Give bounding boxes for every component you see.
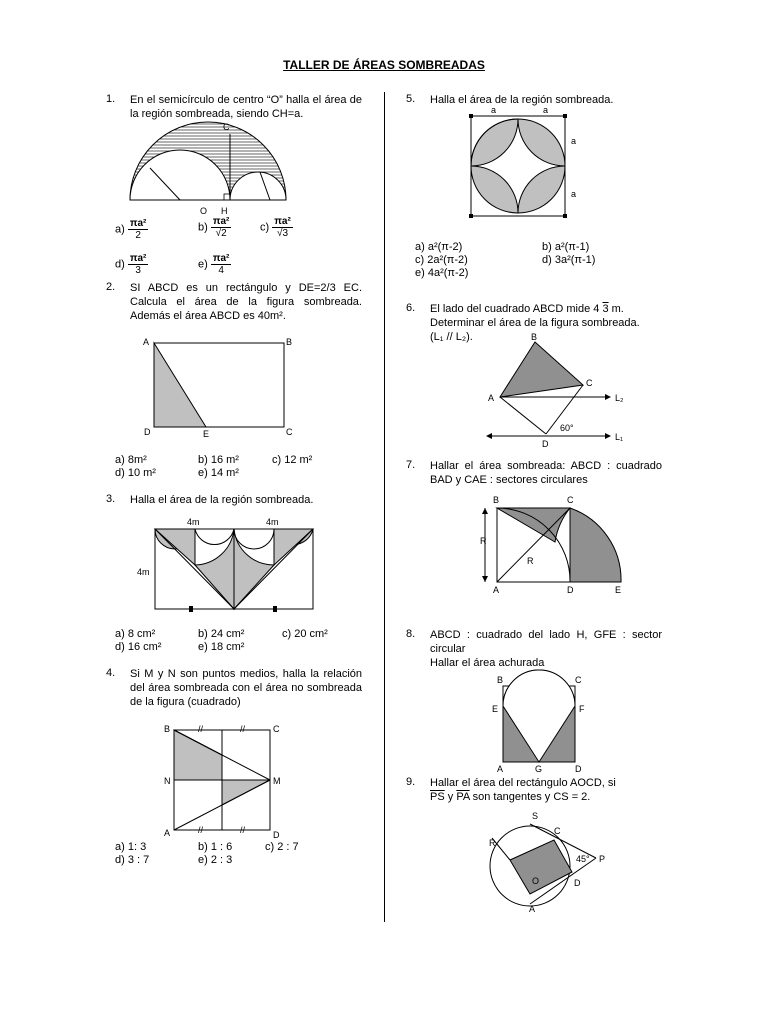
p4-option-d: d) 3 : 7 xyxy=(115,854,150,866)
svg-text://: // xyxy=(240,825,246,835)
svg-text:A: A xyxy=(164,828,171,838)
problem-1-number: 1. xyxy=(106,93,116,105)
svg-text:a: a xyxy=(571,189,577,199)
problem-1-text: En el semicírculo de centro “O” halla el área de la región sombreada, siendo CH=a. xyxy=(130,94,362,120)
svg-text:B: B xyxy=(493,495,500,505)
svg-text:A: A xyxy=(497,764,504,774)
problem-1-figure xyxy=(120,120,300,220)
problem-6-number: 6. xyxy=(406,302,416,314)
problem-2-figure xyxy=(140,335,300,440)
svg-text:A: A xyxy=(488,393,495,403)
svg-text:B: B xyxy=(164,724,171,734)
p3-option-d: d) 16 cm² xyxy=(115,641,162,653)
svg-text:N: N xyxy=(164,776,171,786)
p4-option-b: b) 1 : 6 xyxy=(198,841,233,853)
svg-text:P: P xyxy=(599,854,606,864)
problem-2-number: 2. xyxy=(106,281,116,293)
svg-text:D: D xyxy=(574,878,581,888)
problem-9-number: 9. xyxy=(406,776,416,788)
svg-text:a: a xyxy=(571,136,577,146)
p5-option-a: a) a²(π-2) xyxy=(415,241,463,253)
svg-text:60°: 60° xyxy=(560,423,574,433)
svg-text:E: E xyxy=(203,429,210,439)
problem-8-figure xyxy=(485,672,595,777)
svg-text:D: D xyxy=(144,427,151,437)
svg-text:C: C xyxy=(586,378,593,388)
p5-option-c: c) 2a²(π-2) xyxy=(415,254,468,266)
problem-8-text: ABCD : cuadrado del lado H, GFE : sector circular Hallar el área achurada xyxy=(430,629,662,669)
problem-7-figure xyxy=(475,492,635,597)
problem-5-number: 5. xyxy=(406,93,416,105)
svg-text:O: O xyxy=(532,876,540,886)
p2-option-a: a) 8m² xyxy=(115,454,147,466)
svg-text:a: a xyxy=(491,105,497,115)
p2-option-b: b) 16 m² xyxy=(198,454,239,466)
p5-option-d: d) 3a²(π-1) xyxy=(542,254,596,266)
svg-text:E: E xyxy=(615,585,622,595)
problem-4-number: 4. xyxy=(106,667,116,679)
problem-6-figure xyxy=(480,330,630,450)
svg-text:A: A xyxy=(143,337,150,347)
svg-text:R: R xyxy=(480,536,487,546)
svg-text:G: G xyxy=(535,764,543,774)
problem-4-figure xyxy=(160,722,290,842)
svg-text:45°: 45° xyxy=(576,854,590,864)
p1-label-h: H xyxy=(221,206,228,216)
p1-option-a: a) $\frac{\text{πa²}}{2}$ xyxy=(115,218,147,241)
svg-text:D: D xyxy=(273,830,280,840)
svg-text:F: F xyxy=(579,704,585,714)
p1-option-e: e) $\frac{\text{πa²}}{4}$ xyxy=(198,253,230,276)
svg-text:4m: 4m xyxy=(187,517,200,527)
svg-text://: // xyxy=(240,724,246,734)
svg-text:B: B xyxy=(531,332,538,342)
problem-5-text: Halla el área de la región sombreada. xyxy=(430,94,614,106)
p3-option-c: c) 20 cm² xyxy=(282,628,328,640)
problem-3-text: Halla el área de la región sombreada. xyxy=(130,494,314,506)
svg-text:M: M xyxy=(273,776,281,786)
svg-text:C: C xyxy=(575,675,582,685)
problem-9-figure xyxy=(462,810,622,915)
svg-text:B: B xyxy=(286,337,293,347)
problem-2-text: SI ABCD es un rectángulo y DE=2/3 EC. Calcula el área de la figura sombreada. Además el área ABCD es 40m². xyxy=(130,282,362,322)
svg-text:A: A xyxy=(493,585,500,595)
problem-6-text: El lado del cuadrado ABCD mide 4 3 m. Determinar el área de la figura sombreada. (L₁ // L₂). xyxy=(430,303,640,343)
column-divider xyxy=(384,92,385,922)
svg-text:C: C xyxy=(554,826,561,836)
svg-text:C: C xyxy=(567,495,574,505)
p2-option-d: d) 10 m² xyxy=(115,467,156,479)
problem-7-number: 7. xyxy=(406,459,416,471)
svg-text:C: C xyxy=(286,427,293,437)
p1-option-d: d) $\frac{\text{πa²}}{3}$ xyxy=(115,253,147,276)
svg-text:R: R xyxy=(527,556,534,566)
p4-option-c: c) 2 : 7 xyxy=(265,841,299,853)
problem-3-number: 3. xyxy=(106,493,116,505)
p1-option-c: c) $\frac{\text{πa²}}{√3}$ xyxy=(260,216,291,239)
svg-text:a: a xyxy=(543,105,549,115)
svg-text:C: C xyxy=(273,724,280,734)
p3-option-b: b) 24 cm² xyxy=(198,628,245,640)
svg-text:L₂: L₂ xyxy=(615,393,624,403)
p1-option-b: b) $\frac{\text{πa²}}{√2}$ xyxy=(198,216,230,239)
svg-text:E: E xyxy=(492,704,499,714)
svg-text:L₁: L₁ xyxy=(615,432,624,442)
problem-9-text: Hallar el área del rectángulo AOCD, si $\overline{PS}$ y $\overline{PA}$ son tangentes y CS = 2. xyxy=(430,777,616,803)
svg-text:A: A xyxy=(529,904,536,914)
problem-3-figure xyxy=(135,515,320,615)
svg-text:D: D xyxy=(542,439,549,449)
problem-5-figure xyxy=(465,104,585,224)
svg-text:D: D xyxy=(575,764,582,774)
svg-text:D: D xyxy=(567,585,574,595)
p5-option-b: b) a²(π-1) xyxy=(542,241,590,253)
problem-7-text: Hallar el área sombreada: ABCD : cuadrado BAD y CAE : sectores circulares xyxy=(430,460,662,486)
p1-label-c: C xyxy=(223,122,230,132)
p1-label-o: O xyxy=(200,206,208,216)
p5-option-e: e) 4a²(π-2) xyxy=(415,267,469,279)
svg-text://: // xyxy=(198,825,204,835)
problem-8-number: 8. xyxy=(406,628,416,640)
p3-option-e: e) 18 cm² xyxy=(198,641,245,653)
page-title: TALLER DE ÁREAS SOMBREADAS xyxy=(283,58,485,72)
p2-option-c: c) 12 m² xyxy=(272,454,313,466)
p3-option-a: a) 8 cm² xyxy=(115,628,156,640)
svg-text://: // xyxy=(198,724,204,734)
svg-text:B: B xyxy=(497,675,504,685)
svg-text:R: R xyxy=(489,838,496,848)
svg-text:S: S xyxy=(532,811,539,821)
p4-option-a: a) 1: 3 xyxy=(115,841,147,853)
problem-4-text: Si M y N son puntos medios, halla la relación del área sombreada con el área no sombreada de la figura (cuadrado) xyxy=(130,668,362,708)
svg-text:4m: 4m xyxy=(266,517,279,527)
p2-option-e: e) 14 m² xyxy=(198,467,239,479)
p4-option-e: e) 2 : 3 xyxy=(198,854,233,866)
svg-text:4m: 4m xyxy=(137,567,150,577)
